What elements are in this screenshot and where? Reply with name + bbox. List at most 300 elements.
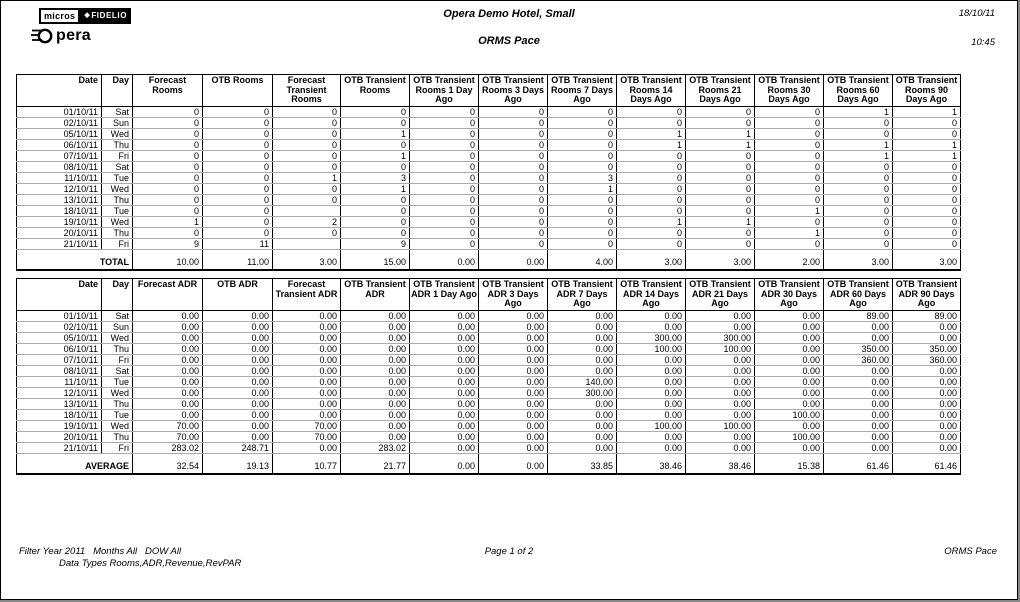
value-cell: 0 [203, 194, 273, 205]
day-cell: Thu [102, 431, 133, 442]
table-row [17, 431, 961, 442]
date-cell: 18/10/11 [17, 205, 102, 216]
value-cell: 0.00 [893, 398, 961, 409]
column-header: Day [102, 279, 133, 311]
value-cell: 0 [273, 183, 341, 194]
value-cell: 1 [824, 106, 893, 117]
column-header: OTB Transient Rooms 90 Days Ago [893, 75, 961, 107]
value-cell: 0 [824, 194, 893, 205]
value-cell: 1 [273, 172, 341, 183]
value-cell: 0.00 [410, 343, 479, 354]
table-row [17, 194, 961, 205]
value-cell: 0.00 [273, 409, 341, 420]
value-cell: 0 [824, 238, 893, 249]
value-cell: 0 [755, 238, 824, 249]
day-cell: Wed [102, 420, 133, 431]
table-row [17, 117, 961, 128]
summary-value-cell: 0.00 [410, 460, 479, 474]
value-cell: 0.00 [341, 343, 410, 354]
value-cell: 0.00 [410, 387, 479, 398]
value-cell: 0 [479, 216, 548, 227]
value-cell: 0 [755, 117, 824, 128]
value-cell: 0.00 [755, 343, 824, 354]
day-cell: Sat [102, 161, 133, 172]
value-cell: 0.00 [548, 332, 617, 343]
value-cell: 0 [203, 183, 273, 194]
value-cell: 0 [203, 139, 273, 150]
value-cell: 0 [341, 106, 410, 117]
value-cell: 0.00 [273, 398, 341, 409]
column-header: OTB Transient Rooms 3 Days Ago [479, 75, 548, 107]
value-cell: 0 [686, 172, 755, 183]
header-row [17, 279, 961, 311]
day-cell: Sat [102, 310, 133, 321]
value-cell: 0.00 [410, 409, 479, 420]
value-cell: 0 [341, 161, 410, 172]
value-cell: 0 [479, 227, 548, 238]
value-cell: 0.00 [548, 365, 617, 376]
value-cell: 0 [755, 161, 824, 172]
summary-value-cell: 2.00 [755, 256, 824, 270]
day-cell: Tue [102, 409, 133, 420]
summary-value-cell: 3.00 [686, 256, 755, 270]
value-cell: 70.00 [273, 431, 341, 442]
value-cell: 0.00 [686, 387, 755, 398]
column-header: OTB Transient Rooms [341, 75, 410, 107]
value-cell: 0.00 [893, 376, 961, 387]
value-cell: 0 [203, 172, 273, 183]
value-cell: 1 [341, 150, 410, 161]
value-cell: 360.00 [893, 354, 961, 365]
value-cell: 0.00 [133, 409, 203, 420]
value-cell: 140.00 [548, 376, 617, 387]
day-cell: Fri [102, 442, 133, 453]
value-cell: 0 [479, 139, 548, 150]
value-cell: 0.00 [824, 332, 893, 343]
value-cell: 0 [686, 194, 755, 205]
column-header: OTB Transient ADR 7 Days Ago [548, 279, 617, 311]
table-row [17, 227, 961, 238]
adr-table-body [17, 310, 961, 453]
fidelio-logo-text: FIDELIO [91, 11, 128, 20]
value-cell: 0 [686, 117, 755, 128]
value-cell: 0 [686, 150, 755, 161]
value-cell: 0 [824, 172, 893, 183]
date-cell: 13/10/11 [17, 194, 102, 205]
value-cell: 0 [548, 128, 617, 139]
value-cell: 0.00 [479, 387, 548, 398]
value-cell: 0.00 [203, 420, 273, 431]
value-cell: 0.00 [617, 431, 686, 442]
value-cell: 0.00 [548, 310, 617, 321]
value-cell: 0.00 [893, 321, 961, 332]
day-cell: Fri [102, 238, 133, 249]
value-cell: 0.00 [686, 398, 755, 409]
value-cell: 1 [617, 128, 686, 139]
value-cell: 0.00 [273, 310, 341, 321]
value-cell: 0.00 [203, 354, 273, 365]
value-cell: 0.00 [341, 321, 410, 332]
value-cell: 0 [755, 216, 824, 227]
value-cell: 0.00 [686, 321, 755, 332]
value-cell: 0 [203, 161, 273, 172]
value-cell: 0 [410, 183, 479, 194]
column-header: Forecast Rooms [133, 75, 203, 107]
value-cell: 0 [133, 150, 203, 161]
value-cell: 11 [203, 238, 273, 249]
summary-value-cell: 32.54 [133, 460, 203, 474]
rooms-table-body [17, 106, 961, 249]
day-cell: Thu [102, 227, 133, 238]
value-cell: 0 [410, 106, 479, 117]
column-header: OTB Transient ADR 90 Days Ago [893, 279, 961, 311]
value-cell: 0.00 [686, 431, 755, 442]
value-cell: 0 [133, 106, 203, 117]
value-cell: 0.00 [617, 310, 686, 321]
value-cell: 0 [686, 205, 755, 216]
value-cell: 350.00 [893, 343, 961, 354]
value-cell: 0.00 [203, 343, 273, 354]
value-cell: 0.00 [824, 387, 893, 398]
value-cell: 0.00 [824, 321, 893, 332]
value-cell: 0.00 [479, 332, 548, 343]
header-row [17, 75, 961, 107]
value-cell: 0 [824, 183, 893, 194]
value-cell: 0 [273, 227, 341, 238]
value-cell: 0.00 [133, 354, 203, 365]
value-cell: 0 [341, 194, 410, 205]
value-cell: 350.00 [824, 343, 893, 354]
value-cell: 70.00 [133, 420, 203, 431]
value-cell: 0.00 [824, 420, 893, 431]
value-cell: 0.00 [479, 431, 548, 442]
micros-logo-text: micros [39, 8, 80, 24]
value-cell: 0.00 [341, 431, 410, 442]
date-cell: 06/10/11 [17, 343, 102, 354]
value-cell: 0.00 [341, 409, 410, 420]
value-cell: 0.00 [548, 442, 617, 453]
value-cell: 0 [893, 227, 961, 238]
value-cell: 0 [273, 194, 341, 205]
value-cell: 0.00 [755, 354, 824, 365]
summary-value-cell: 15.00 [341, 256, 410, 270]
column-header: OTB Transient Rooms 30 Days Ago [755, 75, 824, 107]
value-cell: 0 [686, 161, 755, 172]
value-cell: 70.00 [133, 431, 203, 442]
value-cell: 0 [893, 216, 961, 227]
value-cell: 0 [410, 238, 479, 249]
value-cell: 0.00 [755, 442, 824, 453]
value-cell: 0.00 [479, 398, 548, 409]
value-cell: 0.00 [686, 442, 755, 453]
diamond-icon: ◆ [84, 12, 91, 19]
value-cell: 1 [686, 128, 755, 139]
summary-value-cell: 33.85 [548, 460, 617, 474]
value-cell: 0 [479, 183, 548, 194]
value-cell: 0.00 [341, 420, 410, 431]
summary-value-cell: 15.38 [755, 460, 824, 474]
value-cell: 0.00 [686, 310, 755, 321]
day-cell: Thu [102, 194, 133, 205]
date-cell: 02/10/11 [17, 321, 102, 332]
value-cell: 0 [341, 205, 410, 216]
value-cell: 100.00 [686, 343, 755, 354]
value-cell: 0.00 [273, 442, 341, 453]
value-cell: 1 [824, 139, 893, 150]
table-row [17, 376, 961, 387]
value-cell: 0.00 [341, 365, 410, 376]
value-cell: 0 [548, 227, 617, 238]
table-row [17, 398, 961, 409]
value-cell: 0.00 [548, 409, 617, 420]
value-cell: 0.00 [203, 376, 273, 387]
value-cell: 0 [755, 183, 824, 194]
value-cell: 0 [203, 128, 273, 139]
day-cell: Wed [102, 387, 133, 398]
value-cell: 0.00 [410, 442, 479, 453]
value-cell: 0 [273, 106, 341, 117]
value-cell: 0.00 [479, 442, 548, 453]
value-cell: 89.00 [824, 310, 893, 321]
value-cell: 0 [410, 150, 479, 161]
value-cell: 0.00 [479, 376, 548, 387]
day-cell: Thu [102, 398, 133, 409]
value-cell: 0 [341, 139, 410, 150]
value-cell: 0 [755, 128, 824, 139]
value-cell: 0 [410, 161, 479, 172]
value-cell: 0.00 [479, 310, 548, 321]
value-cell: 0.00 [617, 442, 686, 453]
value-cell: 0 [824, 161, 893, 172]
column-header: Forecast ADR [133, 279, 203, 311]
value-cell: 0 [617, 205, 686, 216]
value-cell: 0.00 [273, 365, 341, 376]
value-cell: 0.00 [410, 332, 479, 343]
value-cell: 0.00 [548, 354, 617, 365]
table-row [17, 343, 961, 354]
column-header: OTB Transient Rooms 21 Days Ago [686, 75, 755, 107]
value-cell: 1 [755, 205, 824, 216]
date-cell: 07/10/11 [17, 354, 102, 365]
value-cell: 0 [617, 117, 686, 128]
value-cell: 0 [410, 216, 479, 227]
table-row [17, 205, 961, 216]
value-cell: 0.00 [893, 431, 961, 442]
column-header: OTB Transient ADR 21 Days Ago [686, 279, 755, 311]
table-row [17, 161, 961, 172]
value-cell: 0.00 [133, 321, 203, 332]
value-cell: 1 [686, 216, 755, 227]
date-cell: 13/10/11 [17, 398, 102, 409]
date-cell: 08/10/11 [17, 365, 102, 376]
date-cell: 20/10/11 [17, 227, 102, 238]
value-cell: 0 [893, 194, 961, 205]
value-cell: 1 [755, 227, 824, 238]
value-cell: 0 [893, 183, 961, 194]
value-cell: 0.00 [133, 332, 203, 343]
rooms-table-header [17, 75, 961, 107]
value-cell: 0.00 [410, 310, 479, 321]
value-cell: 283.02 [341, 442, 410, 453]
table-row [17, 354, 961, 365]
value-cell: 0 [203, 106, 273, 117]
value-cell: 0.00 [755, 321, 824, 332]
average-row [17, 460, 961, 474]
table-row [17, 310, 961, 321]
value-cell: 0.00 [341, 310, 410, 321]
value-cell: 0 [410, 172, 479, 183]
summary-value-cell: 3.00 [824, 256, 893, 270]
value-cell: 0 [133, 128, 203, 139]
value-cell: 0 [203, 227, 273, 238]
value-cell: 0.00 [824, 431, 893, 442]
date-cell: 12/10/11 [17, 387, 102, 398]
value-cell: 0 [133, 183, 203, 194]
value-cell: 0 [479, 150, 548, 161]
value-cell: 0 [479, 238, 548, 249]
summary-value-cell: 10.00 [133, 256, 203, 270]
table-row [17, 238, 961, 249]
value-cell: 0 [133, 205, 203, 216]
value-cell: 0.00 [133, 398, 203, 409]
table-row [17, 409, 961, 420]
column-header: OTB Transient Rooms 14 Days Ago [617, 75, 686, 107]
value-cell: 0.00 [686, 376, 755, 387]
value-cell: 0 [133, 161, 203, 172]
summary-value-cell: 21.77 [341, 460, 410, 474]
value-cell: 0 [548, 238, 617, 249]
value-cell: 0.00 [133, 376, 203, 387]
column-header: Day [102, 75, 133, 107]
value-cell: 1 [893, 150, 961, 161]
summary-value-cell: 61.46 [893, 460, 961, 474]
value-cell: 0.00 [133, 365, 203, 376]
value-cell: 0 [617, 150, 686, 161]
value-cell [273, 238, 341, 249]
value-cell: 0 [548, 161, 617, 172]
value-cell: 0.00 [479, 321, 548, 332]
value-cell: 0.00 [410, 354, 479, 365]
value-cell: 0.00 [203, 409, 273, 420]
value-cell: 0.00 [203, 321, 273, 332]
value-cell: 3 [548, 172, 617, 183]
value-cell: 0.00 [410, 376, 479, 387]
value-cell: 0 [893, 117, 961, 128]
value-cell: 0 [755, 172, 824, 183]
date-cell: 06/10/11 [17, 139, 102, 150]
value-cell: 0 [341, 216, 410, 227]
spacer-row [17, 453, 961, 460]
value-cell: 0.00 [617, 354, 686, 365]
column-header: OTB Transient Rooms 60 Days Ago [824, 75, 893, 107]
value-cell: 0.00 [410, 431, 479, 442]
value-cell: 0.00 [755, 376, 824, 387]
value-cell: 0.00 [617, 321, 686, 332]
value-cell: 0.00 [273, 332, 341, 343]
summary-value-cell: 3.00 [617, 256, 686, 270]
value-cell: 1 [893, 106, 961, 117]
value-cell: 0.00 [341, 354, 410, 365]
value-cell: 0.00 [893, 387, 961, 398]
day-cell: Tue [102, 205, 133, 216]
day-cell: Tue [102, 376, 133, 387]
summary-value-cell: 4.00 [548, 256, 617, 270]
value-cell: 0.00 [133, 310, 203, 321]
value-cell: 0.00 [341, 332, 410, 343]
value-cell: 0.00 [893, 409, 961, 420]
value-cell: 0 [755, 139, 824, 150]
day-cell: Tue [102, 172, 133, 183]
value-cell: 0 [410, 139, 479, 150]
value-cell: 9 [341, 238, 410, 249]
day-cell: Wed [102, 183, 133, 194]
column-header: OTB Transient ADR 30 Days Ago [755, 279, 824, 311]
rooms-pace-table [16, 74, 961, 271]
value-cell: 0 [133, 227, 203, 238]
value-cell: 248.71 [203, 442, 273, 453]
value-cell: 0.00 [548, 398, 617, 409]
value-cell: 0 [203, 205, 273, 216]
value-cell: 0.00 [617, 387, 686, 398]
adr-pace-table [16, 278, 961, 475]
date-cell: 18/10/11 [17, 409, 102, 420]
value-cell: 0.00 [755, 310, 824, 321]
value-cell: 0.00 [341, 376, 410, 387]
value-cell: 0 [548, 216, 617, 227]
day-cell: Wed [102, 332, 133, 343]
value-cell: 0 [617, 227, 686, 238]
value-cell: 0.00 [273, 343, 341, 354]
summary-value-cell: 10.77 [273, 460, 341, 474]
value-cell: 1 [686, 139, 755, 150]
value-cell: 0.00 [133, 387, 203, 398]
summary-value-cell: 11.00 [203, 256, 273, 270]
table-row [17, 442, 961, 453]
table-row [17, 183, 961, 194]
value-cell: 0.00 [686, 354, 755, 365]
value-cell: 89.00 [893, 310, 961, 321]
value-cell: 0.00 [341, 387, 410, 398]
value-cell: 0 [479, 161, 548, 172]
column-header: OTB Transient ADR [341, 279, 410, 311]
value-cell: 300.00 [548, 387, 617, 398]
value-cell: 0 [548, 139, 617, 150]
value-cell: 0 [893, 161, 961, 172]
value-cell: 0 [410, 117, 479, 128]
value-cell: 0.00 [824, 409, 893, 420]
date-cell: 21/10/11 [17, 442, 102, 453]
column-header: OTB Transient Rooms 1 Day Ago [410, 75, 479, 107]
value-cell: 1 [617, 139, 686, 150]
value-cell: 100.00 [686, 420, 755, 431]
value-cell: 0 [273, 161, 341, 172]
table-row [17, 150, 961, 161]
date-cell: 05/10/11 [17, 128, 102, 139]
value-cell: 0 [341, 117, 410, 128]
value-cell: 0 [824, 205, 893, 216]
average-label: AVERAGE [85, 461, 129, 471]
table-row [17, 216, 961, 227]
value-cell: 9 [133, 238, 203, 249]
date-cell: 07/10/11 [17, 150, 102, 161]
footer-data-types-line: Data Types Rooms,ADR,Revenue,RevPAR [59, 558, 242, 569]
value-cell: 0 [341, 227, 410, 238]
value-cell: 0 [617, 194, 686, 205]
table-row [17, 106, 961, 117]
total-row [17, 256, 961, 270]
value-cell: 0.00 [548, 431, 617, 442]
date-cell: 11/10/11 [17, 376, 102, 387]
